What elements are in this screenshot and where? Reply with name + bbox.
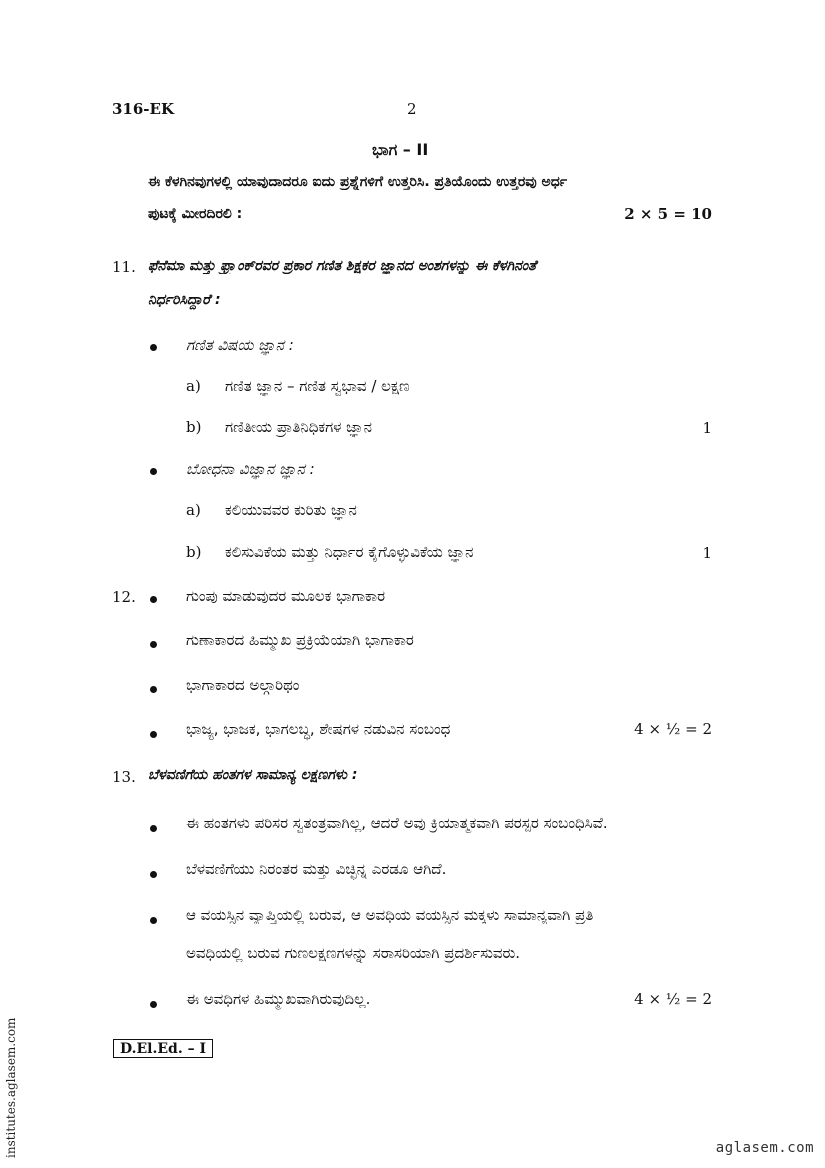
list-label: a) [186,501,201,519]
brand-watermark: aglasem.com [715,1140,814,1156]
page-number: 2 [407,100,417,118]
bullet-icon [150,344,157,351]
list-item: ಭಾಗಾಕಾರದ ಅಲ್ಗಾರಿಥಂ [186,676,300,694]
list-label: b) [186,418,202,436]
question-11-line-2: ನಿರ್ಧರಿಸಿದ್ದಾರೆ : [148,292,221,308]
section-title: ಭಾಗ – II [372,140,429,159]
list-item: ಬೆಳವಣಿಗೆಯು ನಿರಂತರ ಮತ್ತು ವಿಚ್ಛಿನ್ನ ಎರಡೂ ಆಗಿದೆ. [186,860,447,878]
bullet-icon [150,1001,157,1008]
question-marks: 4 × ½ = 2 [634,720,712,738]
item-mark: 1 [702,419,712,437]
section-marks: 2 × 5 = 10 [624,205,712,223]
item-mark: 1 [702,544,712,562]
subheading-pedagogy: ಬೋಧನಾ ವಿಜ್ಞಾನ ಜ್ಞಾನ : [186,460,315,478]
list-item-continuation: ಅವಧಿಯಲ್ಲಿ ಬರುವ ಗುಣಲಕ್ಷಣಗಳನ್ನು ಸರಾಸರಿಯಾಗಿ ಪ್ರದರ್ಶಿಸುವರು. [186,944,521,962]
bullet-icon [150,468,157,475]
side-watermark: institutes.aglasem.com [4,1017,18,1158]
bullet-icon [150,731,157,738]
instruction-line-1: ಈ ಕೆಳಗಿನವುಗಳಲ್ಲಿ ಯಾವುದಾದರೂ ಐದು ಪ್ರಶ್ನೆಗಳಿಗೆ ಉತ್ತರಿಸಿ. ಪ್ರತಿಯೊಂದು ಉತ್ತರವು ಅರ್ಧ [148,174,568,190]
list-item: ಕಲಿಯುವವರ ಕುರಿತು ಜ್ಞಾನ [225,501,357,519]
bullet-icon [150,917,157,924]
question-number: 13. [112,768,136,786]
question-number: 11. [112,258,136,276]
paper-code: 316-EK [112,100,175,118]
question-13-heading: ಬೆಳವಣಿಗೆಯ ಹಂತಗಳ ಸಾಮಾನ್ಯ ಲಕ್ಷಣಗಳು : [148,767,358,783]
list-label: a) [186,377,201,395]
question-11-line-1: ಫೆನೆಮಾ ಮತ್ತು ಫ್ರ್ಯಾಂಕ್‌ರವರ ಪ್ರಕಾರ ಗಣಿತ ಶಿಕ್ಷಕರ ಜ್ಞಾನದ ಅಂಶಗಳನ್ನು ಈ ಕೆಳಗಿನಂತೆ [148,258,537,274]
list-item: ಆ ವಯಸ್ಸಿನ ವ್ಯಾಪ್ತಿಯಲ್ಲಿ ಬರುವ, ಆ ಅವಧಿಯ ವಯಸ್ಸಿನ ಮಕ್ಕಳು ಸಾಮಾನ್ಯವಾಗಿ ಪ್ರತಿ [186,906,594,924]
question-marks: 4 × ½ = 2 [634,990,712,1008]
list-item: ಈ ಅವಧಿಗಳ ಹಿಮ್ಮುಖವಾಗಿರುವುದಿಲ್ಲ. [186,990,371,1008]
bullet-icon [150,871,157,878]
bullet-icon [150,641,157,648]
list-label: b) [186,543,202,561]
bullet-icon [150,825,157,832]
list-item: ಕಲಿಸುವಿಕೆಯ ಮತ್ತು ನಿರ್ಧಾರ ಕೈಗೊಳ್ಳುವಿಕೆಯ ಜ್ಞಾನ [225,543,474,561]
bullet-icon [150,686,157,693]
bullet-icon [150,596,157,603]
list-item: ಗುಂಪು ಮಾಡುವುದರ ಮೂಲಕ ಭಾಗಾಕಾರ [186,587,386,605]
list-item: ಭಾಜ್ಯ, ಭಾಜಕ, ಭಾಗಲಬ್ಧ, ಶೇಷಗಳ ನಡುವಿನ ಸಂಬಂಧ [186,720,451,738]
course-label: D.El.Ed. – I [113,1039,213,1058]
list-item: ಗುಣಾಕಾರದ ಹಿಮ್ಮುಖ ಪ್ರಕ್ರಿಯೆಯಾಗಿ ಭಾಗಾಕಾರ [186,631,414,649]
list-item: ಗಣಿತೀಯ ಪ್ರಾತಿನಿಧಿಕಗಳ ಜ್ಞಾನ [225,418,372,436]
list-item: ಈ ಹಂತಗಳು ಪರಿಸರ ಸ್ವತಂತ್ರವಾಗಿಲ್ಲ, ಆದರೆ ಅವು ಕ್ರಿಯಾತ್ಮಕವಾಗಿ ಪರಸ್ಪರ ಸಂಬಂಧಿಸಿವೆ. [186,814,608,832]
question-number: 12. [112,588,136,606]
subheading-math-content: ಗಣಿತ ವಿಷಯ ಜ್ಞಾನ : [186,336,294,354]
list-item: ಗಣಿತ ಜ್ಞಾನ – ಗಣಿತ ಸ್ವಭಾವ / ಲಕ್ಷಣ [225,377,410,395]
instruction-line-2: ಪುಟಕ್ಕೆ ಮೀರದಿರಲಿ : [148,206,243,222]
